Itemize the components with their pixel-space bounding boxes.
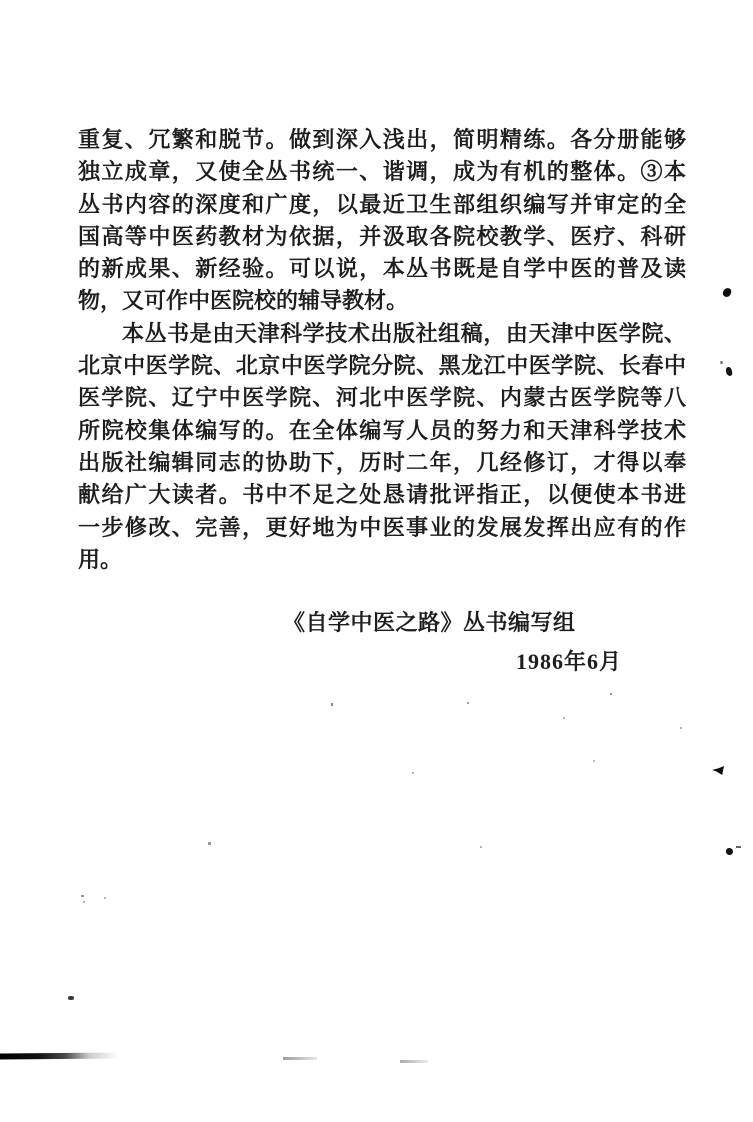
noise-dot: [480, 846, 482, 848]
text-line: 所院校集体编写的。在全体编写人员的努力和天津科学技术: [78, 417, 686, 443]
ink-speck: [736, 846, 741, 848]
text-line: 本丛书是由天津科学技术出版社组稿，由天津中医学院、: [122, 320, 686, 346]
scan-streak: [283, 1057, 317, 1060]
text-line: 用。: [78, 546, 123, 572]
noise-dot: [81, 895, 84, 897]
ink-speck: [720, 361, 723, 364]
text-line: 一步修改、完善，更好地为中医事业的发展发挥出应有的作: [78, 514, 686, 540]
noise-dot: [563, 717, 565, 719]
text-line: 医学院、辽宁中医学院、河北中医学院、内蒙古医学院等八: [78, 385, 686, 411]
noise-dot: [593, 760, 595, 762]
text-line: 的新成果、新经验。可以说，本丛书既是自学中医的普及读: [78, 256, 686, 282]
preface-paragraph-2: [78, 318, 686, 576]
text-line: 出版社编辑同志的协助下，历时二年，几经修订，才得以奉: [78, 449, 686, 475]
text-line: 独立成章，又使全丛书统一、谐调，成为有机的整体。③本: [78, 159, 686, 185]
ink-speck: [722, 287, 732, 298]
noise-dot: [412, 772, 414, 774]
noise-dot: [208, 842, 211, 845]
text-line: 重复、冗繁和脱节。做到深入浅出，简明精练。各分册能够: [78, 127, 686, 152]
noise-dot: [331, 703, 333, 706]
signature-line: 《自学中医之路》丛书编写组: [283, 610, 576, 635]
text-line: 物，又可作中医院校的辅导教材。: [78, 288, 409, 314]
noise-dot: [104, 897, 106, 899]
scan-streak: [0, 1052, 118, 1059]
text-line: 丛书内容的深度和广度，以最近卫生部组织编写并审定的全: [78, 191, 686, 217]
noise-dot: [610, 693, 612, 695]
noise-dot: [83, 901, 85, 903]
text-line: 献给广大读者。书中不足之处恳请批评指正，以便使本书进: [78, 482, 686, 508]
text-line: 北京中医学院、北京中医学院分院、黑龙江中医学院、长春中: [78, 353, 686, 379]
noise-dot: [467, 702, 469, 704]
ink-speck: [726, 848, 733, 855]
date-line: 1986年6月: [516, 649, 623, 674]
preface-paragraph-1: [78, 124, 686, 318]
ink-speck: [712, 766, 724, 775]
text-line: 国高等中医药教材为依据，并汲取各院校教学、医疗、科研: [78, 223, 686, 249]
ink-speck: [68, 996, 74, 1000]
noise-dot: [680, 727, 682, 729]
scan-streak: [400, 1060, 428, 1063]
ink-speck: [725, 366, 733, 376]
preface-text-block: [78, 124, 686, 576]
